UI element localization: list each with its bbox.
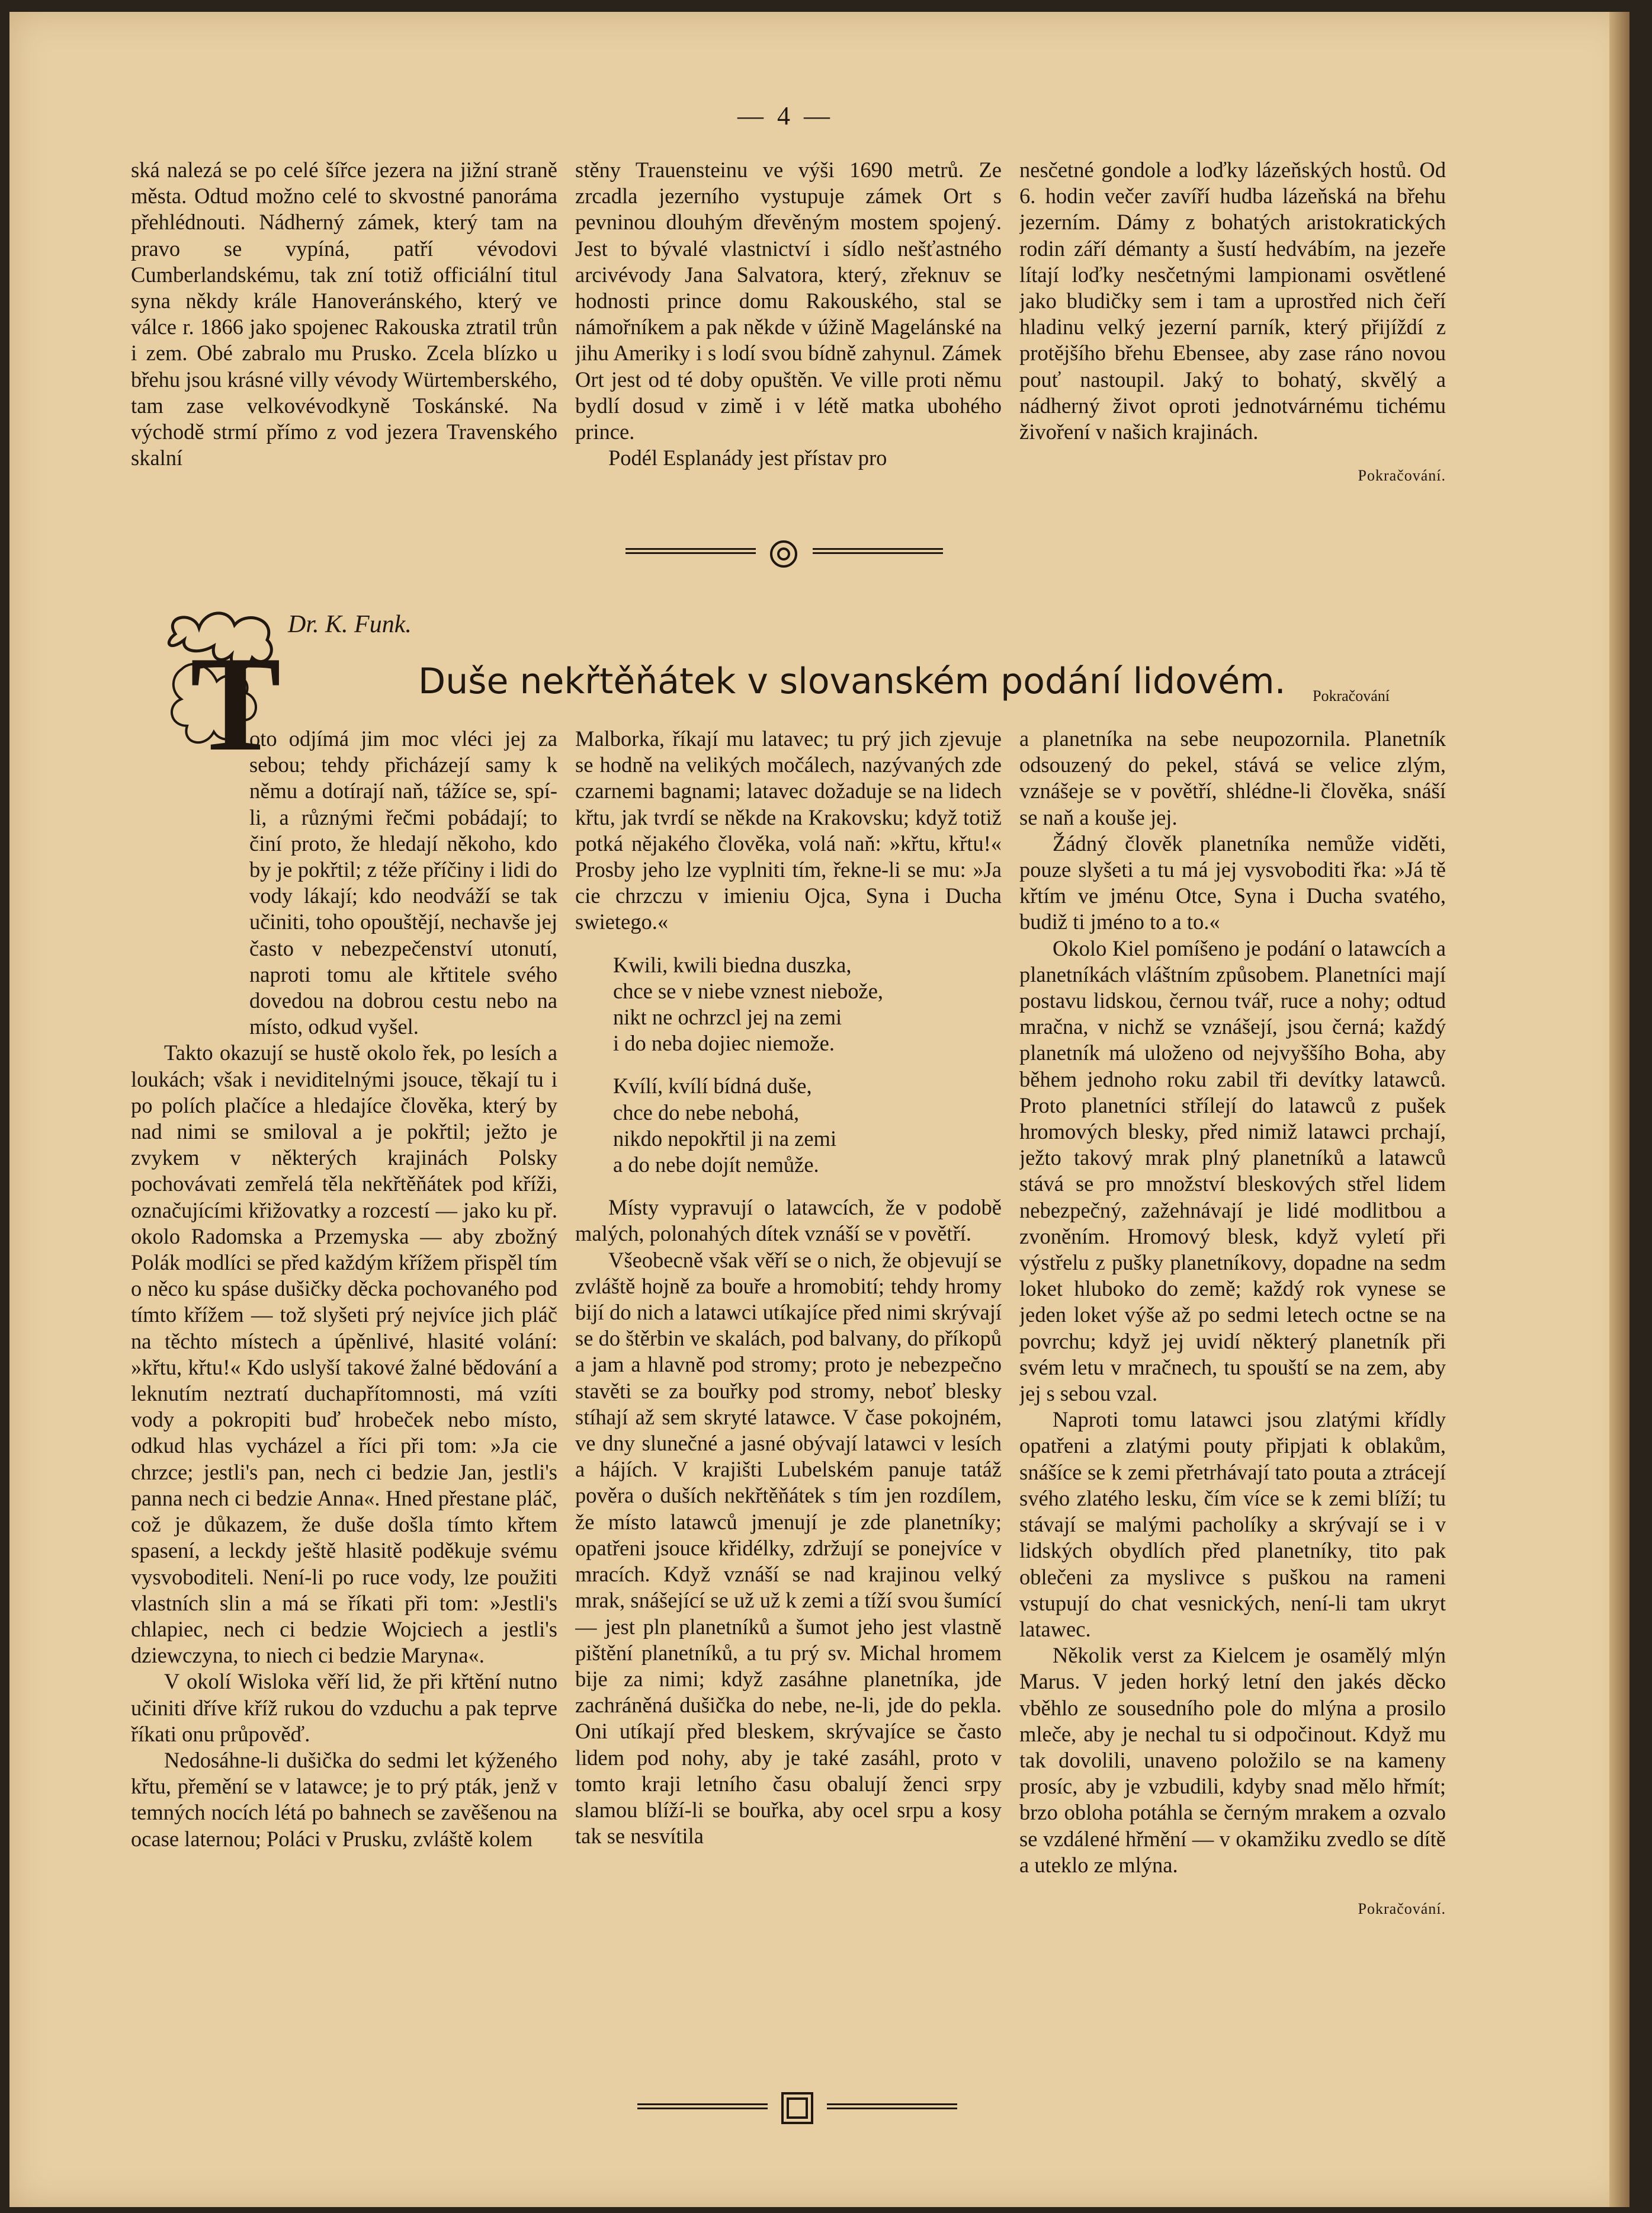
article-column-1 xyxy=(131,726,557,2080)
top-col2-paragraph-1: stěny Trauensteinu ve výši 1690 metrů. Ze zrcadla jezerního vystupuje zámek Ort s pevninou dlouhým dřevěným mostem spojený. Jest to bývalé vlastnictví i sídlo nešťastného arcivévody Jana Salvatora, který, zřeknuv se hodnosti prince domu Rakouského, stal se námořníkem a pak někde v úžině Magelánské na jihu Ameriky i s lodí svou bídně zahynul. Zámek Ort jest od té doby opuštěn. Ve ville proti němu bydlí dosud v zimě i v létě matka ubohého prince. xyxy=(575,158,1002,444)
article-col1-paragraph-4: Nedosáhne-li dušička do sedmi let kýženého křtu, přemění se v latawce; je to prý pták, jenž v temných nocích létá po bahnech se zavěšenou na ocase laternou; Poláci v Prusku, zvláště kolem xyxy=(131,1747,557,1851)
poem-line: i do neba dojiec niemože. xyxy=(613,1031,835,1056)
divider-line-left xyxy=(625,548,756,554)
poem-line: Kvílí, kvílí bídná duše, xyxy=(613,1074,812,1099)
article-continuation-note: Pokračování. xyxy=(1358,1900,1446,1917)
top-column-2 xyxy=(575,157,1002,524)
article-col1-paragraph-2: Takto okazují se hustě okolo řek, po lesích a loukách; však i neviditelnými jsouce, těkají tu i po polích plačíce a hledajíce člověka, který by nad nimi se smiloval a je pokřtil; ježto je zvykem v některých krajinách Polsky pochovávati zemřelá těla nekřtěňátek pod kříži, označujícími křižovatky a rozcestí — jako ku př. okolo Radomska a Przemyska — aby zbožný Polák modlíci se před každým křížem přispěl tím o něco ku spáse dušičky děcka pochovaného pod tímto křížem — tož slyšeti prý nejvíce jich pláč na těchto místech a úpěnlivé, hlasité volání: »křtu, křtu!« Kdo uslyší takové žalné bědování a leknutím neztratí duchapřítomnosti, má vzíti vody a pokropiti buď hrobeček nebo místo, odkud hlas vycházel a říci při tom: »Ja cie chrzce; jestli's pan, nech ci bedzie Jan, jestli's panna nech ci bedzie Anna«. Hned přestane pláč, což je důkazem, že duše došla tímto křtem spasení, a leckdy ještě hlasitě poděkuje svému vysvoboditeli. Není-li po ruce vody, lze použiti vlastních slin a má se říkati při tom: »Jestli's chlapiec, nech ci bedzie Wojciech a jestli's dziewczyna, to niech ci bedzie Maryna«. xyxy=(131,1040,557,1668)
article-col2-paragraph-2: Všeobecně však věří se o nich, že objevují se zvláště hojně za bouře a hromobití; tehdy hromy bijí do nich a latawci utíkajíce před nimi skrývají se do štěrbin ve skalách, pod balvany, do příkopů a jam a hlavně pod stromy; proto je nebezpečno stavěti se za bouřky pod stromy, neboť blesky stíhají až sem skryté latawce. V čase pokojném, ve dny slunečné a jasné obývají latawci v lesích a hájích. V krajišti Lubelském panuje tatáž pověra o duších nekřtěňátek s tím jen rozdílem, že místo latawců jmenují je zde planetníky; opatřeni jsouce křidélky, zdržují se ponejvíce v mracích. Když vznáší se nad krajinou velký mrak, snášející se už už k zemi a tíží svou šumící — jest pln planetníků a šumot jeho jest vlastně pištění planetníků, a tu prý sv. Michal hromem bije za nimi; když zasáhne planetníka, jde zachráněná dušička do nebe, ne-li, jde do pekla. Oni utíkají před bleskem, skrývajíce se často lidem pod nohy, aby je také zasáhl, proto v tomto kraji letního času obalují ženci srpy slamou blíží-li se bouřka, aby ocel srpu a kosy tak se nesvítila xyxy=(575,1247,1002,1849)
poem-polish xyxy=(613,952,1002,1057)
article-col3-paragraph-2: Žádný člověk planetníka nemůže viděti, pouze slyšeti a tu má jej vysvoboditi řka: »Já tě křtím ve jménu Otce, Syna i Ducha svatého, budiž ti jméno to a to.« xyxy=(1019,831,1446,934)
article-author: Dr. K. Funk. xyxy=(288,611,412,638)
article-column-3 xyxy=(1019,726,1446,2106)
article-col3-paragraph-1: a planetníka na sebe neupozornila. Planetník odsouzený do pekel, stává se velice zlým, vznášeje se v povětří, shlédne-li člověka, snáší se naň a kouše jej. xyxy=(1019,726,1446,830)
divider-line-right xyxy=(813,548,943,554)
top-col2-paragraph-2: Podél Esplanády jest přístav pro xyxy=(608,446,887,470)
article-col1-paragraph-1: oto odjímá jim moc vléci jej za sebou; tehdy přicházejí samy k němu a dotírají naň, tážíce se, spí-li, a různými řečmi pobádají; to činí proto, že hledají někoho, kdo by je pokřtil; z téže příčiny i lidi do vody lákají; kdo neodváží se tak učiniti, toho opouštějí, nechavše jej často v nebezpečenství utonutí, naproti tomu ale křtitele svého dovedou na dobrou cestu nebo na místo, odkud vyšel. xyxy=(249,726,557,1039)
footer-line-right xyxy=(827,2103,957,2109)
article-col3-paragraph-4: Naproti tomu latawci jsou zlatými křídly opatřeni a zlatými pouty připjati k oblakům, snášíce se k zemi přetrhávají tato pouta a ztrácejí svého zlatého lesku, čím více se k zemi blíží; tu stávají se malými pacholíky a skrývají se i v lidských obydlích před planetníky, tito pak oblečeni za myslivce s puškou na rameni vstupují do chat vesnických, není-li tam ukryt latawec. xyxy=(1019,1407,1446,1641)
footer-line-left xyxy=(637,2103,768,2109)
poem-line: nikt ne ochrzcl jej na zemi xyxy=(613,1005,842,1030)
poem-line: chce do nebe nebohá, xyxy=(613,1100,800,1125)
top-column-1 xyxy=(131,157,557,524)
article-col1-paragraph-3: V okolí Wisloka věří lid, že při křtění nutno učiniti dříve kříž rukou do vzduchu a pak teprve říkati onu průpověď. xyxy=(131,1669,557,1746)
poem-line: nikdo nepokřtil ji na zemi xyxy=(613,1126,837,1151)
poem-line: Kwili, kwili biedna duszka, xyxy=(613,952,852,977)
top-col1-paragraph: ská nalezá se po celé šířce jezera na jižní straně města. Odtud možno celé to skvostné panoráma přehlédnouti. Nádherný zámek, který tam na pravo se vypíná, patří vévodovi Cumberlandskému, tak zní totiž officiální titul syna někdy krále Hanoveránského, který ve válce r. 1866 jako spojenec Rakouska ztratil trůn i zem. Obé zabralo mu Prusko. Zcela blízko u břehu jsou krásné villy vévody Würtemberského, tam zase velkovévodkyně Toskánské. Na východě strmí přímo z vod jezera Travenského skalní xyxy=(131,158,557,470)
footer-square-ornament xyxy=(781,2092,814,2125)
top-col3-paragraph: nesčetné gondole a loďky lázeňských hostů. Od 6. hodin večer zavíří hudba lázeňská na břehu jezerním. Dámy z bohatých aristokratických rodin září démanty a šustí hedvábím, na jezeře lítají loďky nesčetnými lampionami osvětlené jako bludičky sem i tam a uprostřed nich čeří hladinu velký jezerní parník, který přijíždí z protějšího břehu Ebensee, aby zase ráno novou pouť nastoupil. Jaký to bohatý, skvělý a nádherný život oproti jednotvárnému tichému živoření v našich krajinách. xyxy=(1019,158,1446,444)
drop-cap-letter: T xyxy=(190,628,281,764)
poem-line: a do nebe dojít nemůže. xyxy=(613,1152,819,1177)
article-col2-intro: Malborka, říkají mu latavec; tu prý jich zjevuje se hodně na velikých močálech, nazývaných zde czarnemi bagnami; latavec dožaduje se na lidech křtu, jak tvrdí se někde na Krakovsku; když totiž potká nějakého člověka, volá naň: »křtu, křtu!« Prosby jeho lze vyplniti tím, řekne-li se mu: »Ja cie chrzczu v imieniu Ojca, Syna i Ducha swietego.« xyxy=(575,726,1002,934)
article-col3-paragraph-3: Okolo Kiel pomíšeno je podání o latawcích a planetníkách vláštním způsobem. Planetníci mají postavu lidskou, černou tvář, ruce a nohy; odtud mračna, v nichž se vznášejí, jsou černá; každý planetník má uloženo od nejvyššího Boha, aby během jednoho roku zabil tři devítky latawců. Proto planetníci střílejí do latawců z pušek hromových blesky, před nimiž latawci prchají, ježto takový mrak plný planetníků a latawců stává se pro množství bleskových střel lidem nebezpečný, zažehnávají je lidé modlitbou a zvoněním. Hromový blesk, když vyletí při výstřelu z pušky planetníkovy, dopadne na sedm loket hluboko do země; každý rok vynese se jeden loket výše až po sedmi letech octne se na povrchu; když jej uvidí některý planetník při svém letu v mračnech, tu spouští se na zem, aby jej s sebou vzal. xyxy=(1019,936,1446,1406)
top-column-3 xyxy=(1019,157,1446,536)
page-number: — 4 — xyxy=(737,101,833,130)
article-column-2 xyxy=(575,726,1002,2080)
poem-czech xyxy=(613,1073,1002,1178)
newspaper-page xyxy=(9,12,1629,2207)
top-continuation-note: Pokračování. xyxy=(1358,467,1446,485)
poem-line: chce se v niebe vznest niebože, xyxy=(613,978,884,1003)
title-continuation-note: Pokračování xyxy=(1313,687,1390,704)
article-title: Duše nekřtěňátek v slovanském podání lidovém. xyxy=(418,661,1286,702)
article-col3-paragraph-5: Několik verst za Kielcem je osamělý mlýn Marus. V jeden horký letní den jakés děcko vběhlo ze sousedního pole do mlýna a prosilo mleče, aby je nechal tu si odpočinout. Když mu tak dovolili, unaveno položilo se na kameny prosíc, aby je vzbudili, kdyby snad mělo hřmít; brzo obloha potáhla se černým mrakem a ozvalo se vzdálené hřmění — v okamžiku zvedlo se dítě a uteklo ze mlýna. xyxy=(1019,1643,1446,1877)
article-col2-paragraph-1: Místy vypravují o latawcích, že v podobě malých, polonahých dítek vznáší se v povětří. xyxy=(575,1195,1002,1246)
divider-circle-ornament xyxy=(770,540,797,568)
page-spine-shadow xyxy=(1609,12,1629,2207)
